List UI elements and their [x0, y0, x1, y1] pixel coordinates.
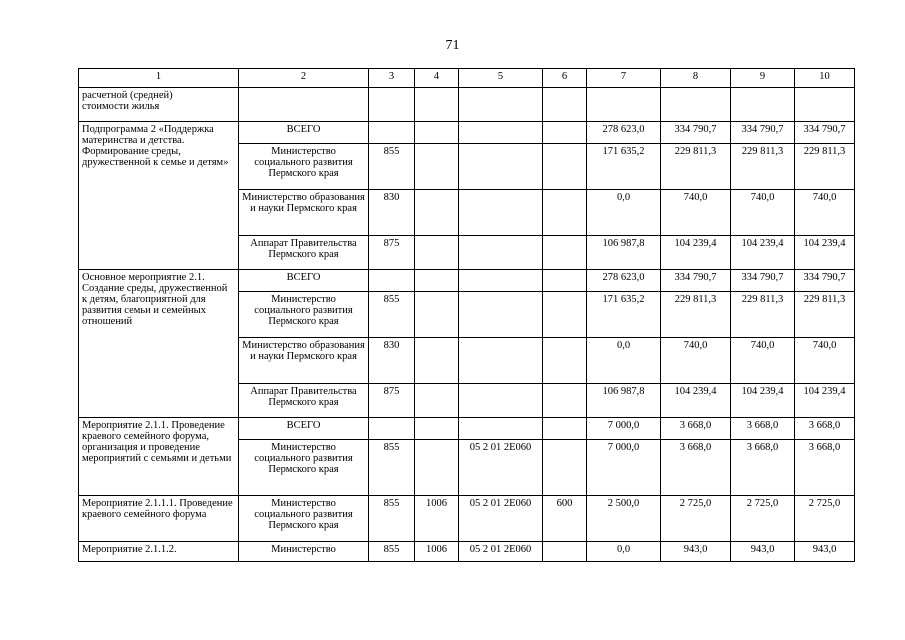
row-executor: Аппарат Правительства Пермского края: [239, 236, 369, 270]
row-expense-type: [543, 236, 587, 270]
row-executor: ВСЕГО: [239, 418, 369, 440]
row-expense-type: [543, 88, 587, 122]
row-value-col8: 3 668,0: [661, 440, 731, 496]
row-section-code: [415, 122, 459, 144]
row-value-col8: 104 239,4: [661, 236, 731, 270]
row-target-code: 05 2 01 2Е060: [459, 440, 543, 496]
row-section-code: 1006: [415, 542, 459, 562]
row-target-code: [459, 88, 543, 122]
row-value-col9: 229 811,3: [731, 292, 795, 338]
row-value-col8: 3 668,0: [661, 418, 731, 440]
row-value-col9: 3 668,0: [731, 440, 795, 496]
row-grbs-code: 875: [369, 236, 415, 270]
row-grbs-code: 855: [369, 440, 415, 496]
row-value-col7: 0,0: [587, 542, 661, 562]
row-grbs-code: [369, 418, 415, 440]
row-section-code: [415, 144, 459, 190]
row-section-code: [415, 236, 459, 270]
row-executor: Министерство социального развития Пермского края: [239, 440, 369, 496]
row-expense-type: [543, 440, 587, 496]
row-value-col8: 334 790,7: [661, 270, 731, 292]
row-executor: Министерство социального развития Пермского края: [239, 292, 369, 338]
row-target-code: 05 2 01 2Е060: [459, 542, 543, 562]
row-value-col9: [731, 88, 795, 122]
row-executor: Аппарат Правительства Пермского края: [239, 384, 369, 418]
row-value-col10: 3 668,0: [795, 440, 855, 496]
row-value-col7: 278 623,0: [587, 270, 661, 292]
row-executor: ВСЕГО: [239, 270, 369, 292]
header-col-3: 3: [369, 69, 415, 88]
row-value-col10: 740,0: [795, 338, 855, 384]
row-value-col8: 104 239,4: [661, 384, 731, 418]
row-program-name: Мероприятие 2.1.1.1. Проведение краевого семейного форума: [79, 496, 239, 542]
row-value-col9: 334 790,7: [731, 270, 795, 292]
row-value-col8: 740,0: [661, 338, 731, 384]
row-value-col9: 740,0: [731, 338, 795, 384]
row-value-col7: 7 000,0: [587, 440, 661, 496]
row-executor: Министерство образования и науки Пермского края: [239, 338, 369, 384]
row-target-code: [459, 338, 543, 384]
table-row: [79, 418, 855, 440]
row-executor: [239, 88, 369, 122]
row-value-col9: 740,0: [731, 190, 795, 236]
row-value-col10: 943,0: [795, 542, 855, 562]
row-section-code: [415, 384, 459, 418]
row-value-col10: 104 239,4: [795, 384, 855, 418]
row-expense-type: [543, 338, 587, 384]
row-expense-type: [543, 190, 587, 236]
row-grbs-code: 875: [369, 384, 415, 418]
row-grbs-code: 830: [369, 190, 415, 236]
row-target-code: [459, 236, 543, 270]
row-section-code: [415, 338, 459, 384]
header-col-4: 4: [415, 69, 459, 88]
row-value-col10: [795, 88, 855, 122]
row-value-col7: 7 000,0: [587, 418, 661, 440]
row-section-code: 1006: [415, 496, 459, 542]
row-expense-type: [543, 384, 587, 418]
row-section-code: [415, 190, 459, 236]
row-value-col8: 2 725,0: [661, 496, 731, 542]
row-target-code: [459, 144, 543, 190]
row-value-col9: 943,0: [731, 542, 795, 562]
row-value-col9: 3 668,0: [731, 418, 795, 440]
row-value-col7: 0,0: [587, 190, 661, 236]
row-executor: Министерство: [239, 542, 369, 562]
row-grbs-code: 855: [369, 292, 415, 338]
row-value-col7: 278 623,0: [587, 122, 661, 144]
row-value-col7: 2 500,0: [587, 496, 661, 542]
row-value-col10: 334 790,7: [795, 122, 855, 144]
row-value-col9: 2 725,0: [731, 496, 795, 542]
row-program-name: Мероприятие 2.1.1.2.: [79, 542, 239, 562]
row-value-col7: 106 987,8: [587, 384, 661, 418]
row-value-col10: 334 790,7: [795, 270, 855, 292]
row-section-code: [415, 418, 459, 440]
table-row: [79, 270, 855, 292]
row-target-code: 05 2 01 2Е060: [459, 496, 543, 542]
row-value-col9: 229 811,3: [731, 144, 795, 190]
row-executor: Министерство социального развития Пермского края: [239, 496, 369, 542]
row-executor: Министерство социального развития Пермского края: [239, 144, 369, 190]
header-col-9: 9: [731, 69, 795, 88]
row-expense-type: [543, 122, 587, 144]
row-executor: Министерство образования и науки Пермского края: [239, 190, 369, 236]
row-section-code: [415, 270, 459, 292]
row-value-col10: 229 811,3: [795, 144, 855, 190]
row-program-name: Подпрограмма 2 «Поддержка материнства и детства. Формирование среды, дружественной к семье и детям»: [79, 122, 239, 270]
row-expense-type: [543, 144, 587, 190]
row-grbs-code: [369, 270, 415, 292]
row-target-code: [459, 418, 543, 440]
row-target-code: [459, 292, 543, 338]
row-target-code: [459, 384, 543, 418]
row-grbs-code: [369, 88, 415, 122]
row-value-col8: 943,0: [661, 542, 731, 562]
row-grbs-code: 855: [369, 496, 415, 542]
row-expense-type: [543, 292, 587, 338]
row-program-name: Мероприятие 2.1.1. Проведение краевого семейного форума, организация и проведение мероприятий с семьями и детьми: [79, 418, 239, 496]
row-target-code: [459, 122, 543, 144]
header-col-7: 7: [587, 69, 661, 88]
row-value-col8: 740,0: [661, 190, 731, 236]
row-section-code: [415, 440, 459, 496]
row-value-col10: 2 725,0: [795, 496, 855, 542]
row-target-code: [459, 190, 543, 236]
budget-table: [78, 68, 855, 562]
table-row: [79, 542, 855, 562]
row-value-col9: 334 790,7: [731, 122, 795, 144]
row-expense-type: 600: [543, 496, 587, 542]
header-col-8: 8: [661, 69, 731, 88]
row-value-col10: 104 239,4: [795, 236, 855, 270]
row-grbs-code: 855: [369, 542, 415, 562]
row-value-col7: [587, 88, 661, 122]
row-value-col9: 104 239,4: [731, 384, 795, 418]
row-value-col10: 3 668,0: [795, 418, 855, 440]
header-col-10: 10: [795, 69, 855, 88]
page-number: 71: [445, 38, 460, 53]
row-value-col7: 0,0: [587, 338, 661, 384]
row-value-col8: 334 790,7: [661, 122, 731, 144]
row-program-name: расчетной (средней) стоимости жилья: [79, 88, 239, 122]
table-row: [79, 88, 855, 122]
row-program-name: Основное мероприятие 2.1. Создание среды, дружественной к детям, благоприятной для развития семьи и семейных отношений: [79, 270, 239, 418]
row-value-col8: [661, 88, 731, 122]
row-section-code: [415, 292, 459, 338]
row-grbs-code: 830: [369, 338, 415, 384]
row-value-col7: 171 635,2: [587, 144, 661, 190]
row-expense-type: [543, 542, 587, 562]
row-value-col10: 740,0: [795, 190, 855, 236]
header-col-6: 6: [543, 69, 587, 88]
row-value-col8: 229 811,3: [661, 144, 731, 190]
header-col-2: 2: [239, 69, 369, 88]
table-row: [79, 122, 855, 144]
row-section-code: [415, 88, 459, 122]
row-target-code: [459, 270, 543, 292]
row-value-col7: 171 635,2: [587, 292, 661, 338]
row-value-col8: 229 811,3: [661, 292, 731, 338]
table-row: [79, 496, 855, 542]
header-col-1: 1: [79, 69, 239, 88]
row-expense-type: [543, 270, 587, 292]
row-value-col10: 229 811,3: [795, 292, 855, 338]
row-value-col7: 106 987,8: [587, 236, 661, 270]
row-executor: ВСЕГО: [239, 122, 369, 144]
header-col-5: 5: [459, 69, 543, 88]
header-row: [79, 69, 855, 88]
row-value-col9: 104 239,4: [731, 236, 795, 270]
row-expense-type: [543, 418, 587, 440]
row-grbs-code: 855: [369, 144, 415, 190]
row-grbs-code: [369, 122, 415, 144]
